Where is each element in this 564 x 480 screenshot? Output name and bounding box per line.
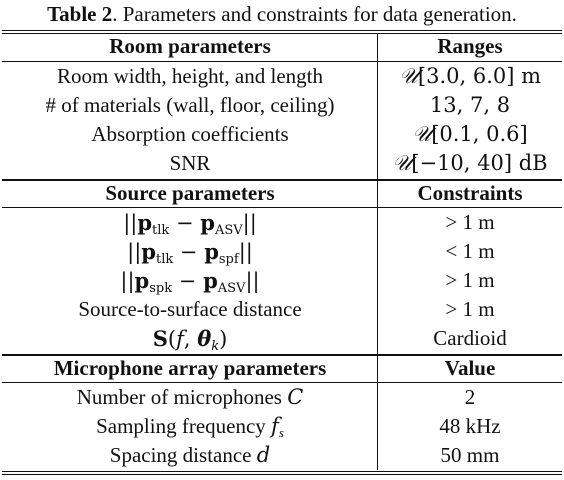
cell-value: 48 kHz: [439, 414, 501, 438]
table-row: [2, 412, 562, 441]
table-row: [2, 208, 562, 237]
bottom-rule-1: [2, 471, 562, 472]
table-row: [2, 62, 562, 91]
cell-param: SNR: [169, 151, 211, 175]
cell-value: > 1 m: [445, 297, 495, 321]
cell-param: Number of microphones C: [76, 385, 304, 409]
cell-param: S(f, θk): [152, 326, 228, 354]
table-row: [2, 324, 562, 353]
cell-param: Source-to-surface distance: [78, 297, 302, 321]
cell-param: Spacing distance d: [109, 443, 271, 467]
caption-text: . Parameters and constraints for data generation.: [112, 2, 517, 26]
cell-value: 50 mm: [440, 443, 500, 467]
cell-param: Absorption coefficients: [91, 122, 289, 146]
table-row: [2, 383, 562, 412]
cell-param: $||p_{tlk} - p_{spf}||$: [127, 239, 253, 267]
cell-value: > 1 m: [445, 210, 495, 234]
section-header-microphone: [2, 354, 562, 383]
cell-value: > 1 m: [445, 268, 495, 292]
header-ranges: Ranges: [437, 34, 503, 58]
table-row: [2, 237, 562, 266]
caption-label: Table 2: [47, 2, 113, 26]
cell-value: 13, 7, 8: [429, 93, 511, 117]
table-row: [2, 266, 562, 295]
table-caption: [0, 2, 564, 26]
cell-value: 𝒰[3.0, 6.0] m: [398, 64, 542, 88]
table-row: [2, 91, 562, 120]
cell-param: Room width, height, and length: [57, 64, 323, 88]
header-value: Value: [444, 356, 496, 380]
cell-value: < 1 m: [445, 239, 495, 263]
table-row: [2, 295, 562, 324]
header-room-parameters: Room parameters: [109, 34, 271, 58]
bottom-rule-2: [2, 474, 562, 475]
cell-value: 2: [464, 385, 476, 409]
header-source-parameters: Source parameters: [105, 181, 275, 205]
cell-param: Sampling frequency fs: [96, 414, 284, 440]
cell-value: 𝒰[0.1, 0.6]: [412, 122, 528, 146]
cell-param: $||p_{spk} - p_{ASV}||$: [120, 268, 260, 296]
header-microphone-parameters: Microphone array parameters: [53, 356, 327, 380]
top-rule-1: [2, 30, 562, 31]
table-row: [2, 441, 562, 470]
table-row: [2, 120, 562, 149]
section-header-source: [2, 179, 562, 208]
cell-param: # of materials (wall, floor, ceiling): [45, 93, 335, 117]
cell-value: 𝒰[−10, 40] dB: [392, 151, 548, 175]
header-constraints: Constraints: [417, 181, 523, 205]
cell-value: Cardioid: [433, 326, 507, 350]
section-header-room: [2, 32, 562, 61]
cell-param: $||p_{tlk} - p_{ASV}||$: [123, 210, 257, 238]
table-row: [2, 149, 562, 178]
